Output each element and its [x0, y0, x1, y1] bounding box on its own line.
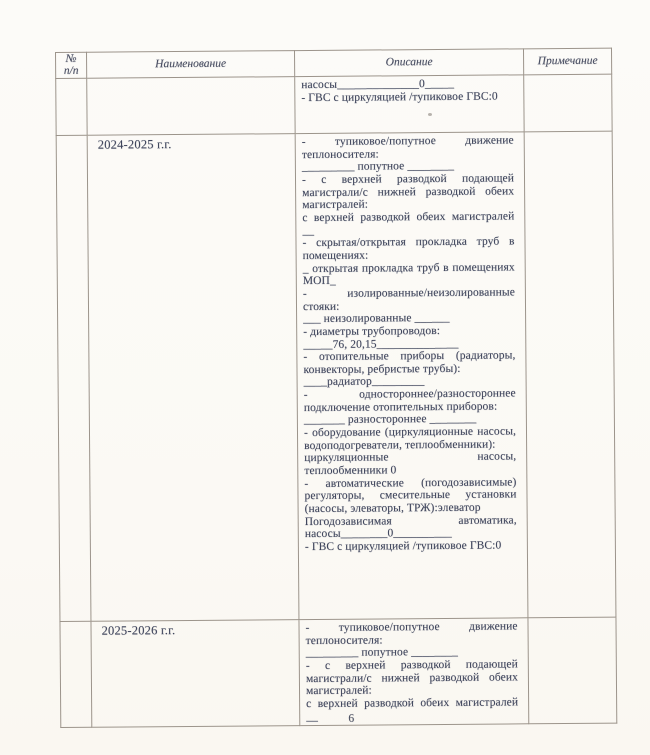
description-paragraph: _________ попутное ________: [301, 160, 455, 174]
description-paragraph: - изолированные/неизолированные стояки:: [302, 286, 515, 313]
description-paragraph: _____76, 20,15______________: [303, 337, 459, 351]
description-paragraph: ____радиатор_________: [303, 375, 425, 389]
cell-note: [524, 74, 612, 132]
cell-number: [56, 135, 91, 621]
description-paragraph: - диаметры трубопроводов:: [303, 324, 441, 338]
description-paragraph: _________ попутное ________: [305, 646, 458, 660]
description-paragraph: _ открытая прокладка труб в помещениях МОП_: [302, 260, 515, 288]
cell-name: 2025-2026 г.г.: [91, 620, 300, 728]
description-paragraph: - отопительные приборы (радиаторы, конвекторы, ребристые трубы):: [303, 349, 516, 376]
scan-speck: [428, 113, 432, 116]
description-paragraph: циркуляционные насосы, теплообменники 0: [304, 450, 517, 478]
cell-name: 2024-2025 г.г.: [87, 134, 299, 622]
cell-description: [295, 132, 528, 620]
description-paragraph: - скрытая/открытая прокладка труб в помещениях:: [302, 235, 515, 262]
description-paragraph: - с верхней разводкой подающей магистрали/с нижней разводкой обеих магистралей:: [305, 658, 518, 698]
column-header-number-line2: п/п: [63, 64, 79, 77]
table-row: [56, 131, 616, 621]
description-paragraph: - ГВС с циркуляцией /тупиковое ГВС:0: [301, 90, 498, 104]
column-header-name: Наименование: [87, 51, 295, 79]
column-header-number: [56, 52, 87, 78]
cell-name: [87, 77, 295, 136]
cell-description: [295, 75, 524, 134]
description-paragraph: насосы______________0_____: [301, 77, 455, 92]
column-header-description: Описание: [294, 49, 523, 77]
description-paragraph: с верхней разводкой обеих магистралей __: [302, 210, 515, 237]
description-paragraph: Погодозависимая автоматика, насосы________0__________: [304, 514, 517, 541]
description-paragraph: - с верхней разводкой подающей магистрали/с нижней разводкой обеих магистралей:: [301, 172, 515, 212]
cell-description: [299, 618, 529, 726]
cell-number: [60, 621, 92, 727]
cell-note: [524, 131, 616, 618]
description-paragraph: _______ разностороннее ________: [303, 413, 477, 427]
cell-number: [56, 78, 87, 135]
description-paragraph: - тупиковое/попутное движение теплоносителя:: [305, 620, 518, 647]
table-row: [56, 74, 612, 135]
description-paragraph: с верхней разводкой обеих магистралей __: [306, 696, 519, 723]
cell-note: [528, 617, 617, 724]
column-header-note: Примечание: [523, 48, 611, 75]
description-paragraph: - ГВС с циркуляцией /тупиковое ГВС:0: [304, 539, 502, 554]
description-paragraph: - автоматические (погодозависимые) регуляторы, смесительные установки (насосы, элеваторы, ТРЖ):элеватор: [304, 476, 517, 516]
description-paragraph: - одностороннее/разностороннее подключение отопительных приборов:: [303, 387, 516, 414]
description-paragraph: - тупиковое/попутное движение теплоносителя:: [301, 134, 514, 161]
description-paragraph: ___ неизолированные ______: [303, 312, 450, 326]
data-table: [55, 48, 617, 729]
document-sheet: [55, 48, 616, 729]
page-number: 6: [348, 712, 355, 725]
column-header-number-line1: №: [65, 52, 77, 65]
description-paragraph: - оборудование (циркуляционные насосы, водоподогреватели, теплообменники):: [303, 425, 517, 452]
